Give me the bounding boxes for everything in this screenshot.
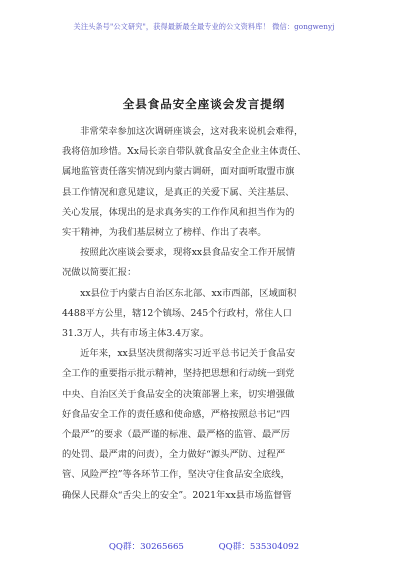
text-line: 好食品安全工作的责任感和使命感，严格按照总书记“四 <box>62 408 290 420</box>
paragraph-1 <box>62 122 354 243</box>
document-title: 全县食品安全座谈会发言提纲 <box>122 97 286 111</box>
text-line: 况做以简要汇报： <box>62 267 137 279</box>
text-line: 个最严”的要求（最严谨的标准、最严格的监管、最严厉 <box>62 429 290 441</box>
header-notice: 关注头条号"公文研究"，获得最新最全最专业的公文资料库！ 微信：gongwenyj <box>73 22 335 31</box>
text-line: 31.3万人，共有市场主体3.4万家。 <box>62 328 210 340</box>
qq-group-2: QQ群：535304092 <box>218 542 300 552</box>
text-line: 非常荣幸参加这次调研座谈会，这对我来说机会难得， <box>80 126 304 137</box>
text-line: 属地监管责任落实情况到内蒙古调研，面对面听取盟市旗 <box>62 166 295 178</box>
text-line: 按照此次座谈会要求，现将xx县食品安全工作开展情 <box>80 247 296 259</box>
text-line: 我将倍加珍惜。Xx局长亲自带队就食品安全企业主体责任、 <box>62 146 307 158</box>
text-line: 全工作的重要指示批示精神，坚持把思想和行动统一到党 <box>62 368 295 380</box>
document-body <box>62 122 354 506</box>
text-line: 管、风险严控”等各环节工作，坚决守住食品安全底线， <box>62 469 290 481</box>
text-line: xx县位于内蒙古自治区东北部、xx市西部，区域面积 <box>80 287 297 299</box>
text-line: 实干精神，为我们基层树立了榜样、作出了表率。 <box>62 227 267 239</box>
text-line: 4488平方公里，辖12个镇场、245个行政村，常住人口 <box>62 307 292 319</box>
paragraph-4 <box>62 344 354 506</box>
qq-group-1: QQ群：30265665 <box>108 542 184 552</box>
text-line: 县工作情况和意见建议，是真正的关爱下属、关注基层、 <box>62 186 295 198</box>
text-line: 确保人民群众“舌尖上的安全”。2021年xx县市场监督管 <box>62 489 292 501</box>
text-line: 关心发展，体现出的是求真务实的工作作风和担当作为的 <box>62 206 295 218</box>
text-line: 的处罚、最严肃的问责），全力做好“源头严防、过程严 <box>62 449 286 461</box>
text-line: 中央、自治区关于食品安全的决策部署上来，切实增强做 <box>62 388 295 400</box>
text-line: 近年来，xx县坚决贯彻落实习近平总书记关于食品安 <box>80 348 296 360</box>
footer-contacts <box>0 540 408 552</box>
paragraph-3 <box>62 284 354 345</box>
paragraph-2 <box>62 243 354 283</box>
